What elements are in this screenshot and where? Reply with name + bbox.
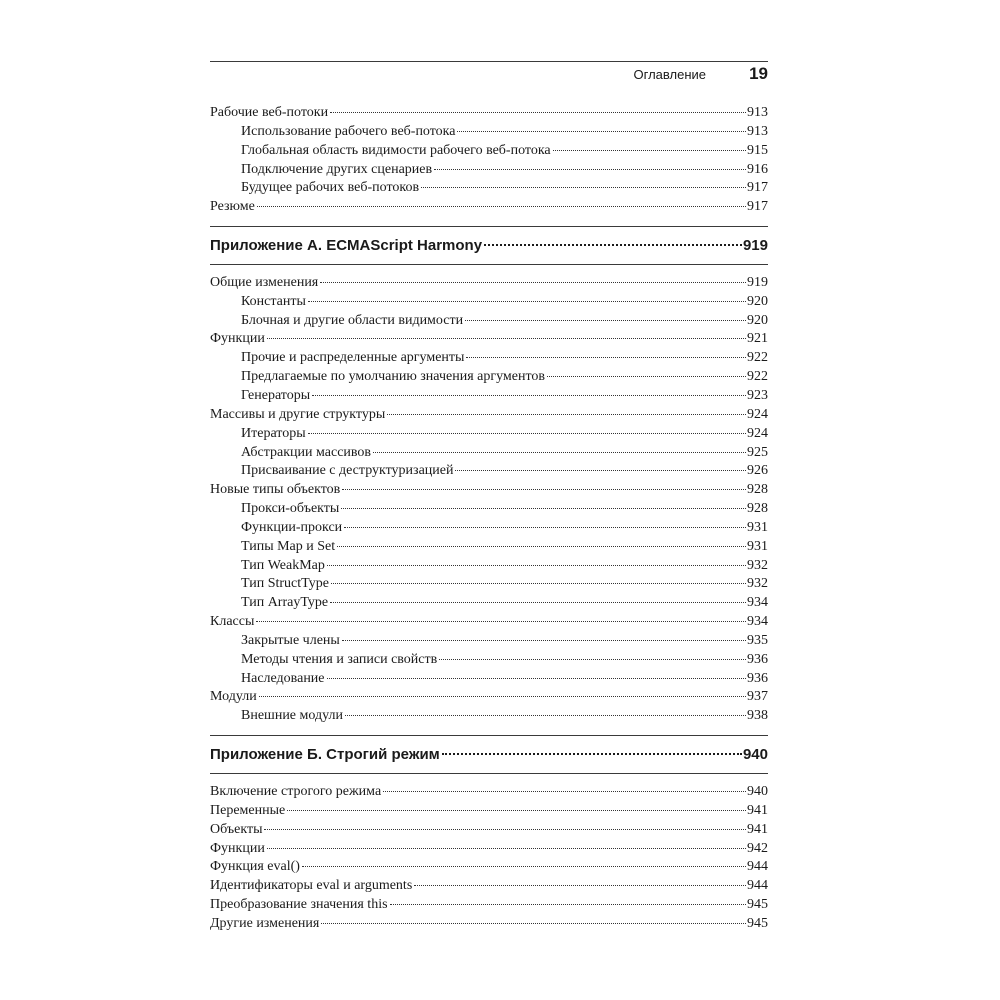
dot-leader (330, 112, 746, 113)
toc-subsection-entry (210, 142, 768, 161)
dot-leader (342, 489, 746, 490)
toc-entry-page: 944 (747, 878, 768, 894)
toc-entry-page: 921 (747, 331, 768, 347)
dot-leader (484, 244, 742, 246)
toc-section-entry (210, 896, 768, 915)
toc-entry-page: 931 (747, 519, 768, 535)
toc-entry-title: Абстракции массивов (241, 444, 372, 460)
dot-leader (390, 904, 746, 905)
toc-subsection-entry (210, 538, 768, 557)
toc-section-entry (210, 104, 768, 123)
toc-section-entry (210, 840, 768, 859)
dot-leader (337, 546, 746, 547)
toc-entry-title: Резюме (210, 199, 255, 215)
toc-entry-page: 940 (742, 746, 768, 764)
toc-entry-title: Функции (210, 331, 265, 347)
toc-entry-title: Блочная и другие области видимости (241, 312, 464, 328)
toc-entry-page: 925 (747, 444, 768, 460)
toc-entry-page: 916 (747, 161, 768, 177)
toc-entry-page: 913 (747, 105, 768, 120)
toc-section-entry (210, 821, 768, 840)
toc-subsection-entry (210, 312, 768, 331)
toc-entry-page: 924 (747, 406, 768, 422)
toc-entry-title: Массивы и другие структуры (210, 406, 386, 422)
toc-entry-title: Функции (210, 840, 265, 856)
dot-leader (455, 470, 746, 471)
toc-entry-page: 922 (747, 369, 768, 385)
toc-section-entry (210, 858, 768, 877)
toc-subsection-entry (210, 462, 768, 481)
toc-entry-page: 919 (747, 274, 768, 290)
toc-entry-page: 924 (747, 425, 768, 441)
toc-entry-page: 926 (747, 463, 768, 479)
toc-entry-title: Методы чтения и записи свойств (241, 651, 438, 667)
dot-leader (442, 753, 742, 755)
toc-section-entry (210, 198, 768, 217)
toc-entry-page: 945 (747, 915, 768, 931)
toc-entry-page: 919 (742, 237, 768, 255)
page-number: 19 (749, 64, 768, 83)
toc-entry-title: Функция eval() (210, 859, 300, 875)
toc-entry-title: Тип StructType (241, 576, 329, 592)
dot-leader (267, 338, 746, 339)
dot-leader (287, 810, 746, 811)
toc-entry-page: 942 (747, 840, 768, 856)
toc-entry-title: Использование рабочего веб-потока (241, 123, 456, 139)
dot-leader (421, 187, 746, 188)
toc-entry-title: Наследование (241, 670, 325, 686)
dot-leader (547, 376, 746, 377)
toc-entry-page: 934 (747, 614, 768, 630)
toc-entry-title: Преобразование значения this (210, 897, 388, 913)
toc-entry-title: Присваивание с деструктуризацией (241, 463, 454, 479)
toc-appendix-heading (210, 226, 768, 265)
dot-leader (267, 848, 746, 849)
toc-entry-page: 937 (747, 689, 768, 705)
dot-leader (383, 791, 746, 792)
dot-leader (341, 508, 746, 509)
toc-entry-page: 917 (747, 180, 768, 196)
toc-subsection-entry (210, 444, 768, 463)
dot-leader (466, 357, 746, 358)
toc-entry-title: Переменные (210, 802, 286, 818)
toc-entry-page: 920 (747, 312, 768, 328)
toc-entry-title: Идентификаторы eval и arguments (210, 878, 413, 894)
toc-entry-page: 936 (747, 670, 768, 686)
toc-subsection-entry (210, 500, 768, 519)
dot-leader (308, 433, 746, 434)
toc-entry-title: Классы (210, 614, 255, 630)
toc-section-entry (210, 481, 768, 500)
toc-entry-title: Типы Map и Set (241, 538, 336, 554)
toc-subsection-entry (210, 368, 768, 387)
dot-leader (302, 866, 746, 867)
dot-leader (308, 301, 746, 302)
toc-entry-title: Общие изменения (210, 274, 319, 290)
toc-entry-title: Будущее рабочих веб-потоков (241, 180, 420, 196)
toc-entry-page: 941 (747, 802, 768, 818)
dot-leader (259, 696, 746, 697)
toc-entry-page: 913 (747, 123, 768, 139)
toc-entry-page: 940 (747, 784, 768, 799)
dot-leader (465, 320, 746, 321)
toc-subsection-entry (210, 557, 768, 576)
toc-entry-page: 934 (747, 595, 768, 611)
toc-entry-title: Внешние модули (241, 708, 343, 724)
toc-section-entry (210, 613, 768, 632)
toc-subsection-entry (210, 594, 768, 613)
toc-subsection-entry (210, 293, 768, 312)
toc-section-entry (210, 330, 768, 349)
toc-entry-page: 923 (747, 387, 768, 403)
toc-entry-title: Генераторы (241, 387, 311, 403)
toc-entry-title: Приложение Б. Строгий режим (210, 746, 440, 764)
toc-entry-page: 917 (747, 199, 768, 215)
dot-leader (320, 282, 746, 283)
toc-subsection-entry (210, 349, 768, 368)
toc-entry-page: 932 (747, 557, 768, 573)
toc-section-entry (210, 688, 768, 707)
toc-entry-title: Модули (210, 689, 257, 705)
toc-entry-title: Предлагаемые по умолчанию значения аргументов (241, 369, 546, 385)
toc-entry-page: 932 (747, 576, 768, 592)
dot-leader (321, 923, 746, 924)
dot-leader (373, 452, 746, 453)
dot-leader (387, 414, 746, 415)
toc-entry-page: 928 (747, 482, 768, 498)
toc-entry-title: Функции-прокси (241, 519, 343, 535)
toc-section-entry (210, 877, 768, 896)
toc-entry-title: Рабочие веб-потоки (210, 105, 329, 120)
dot-leader (439, 659, 746, 660)
dot-leader (330, 602, 746, 603)
dot-leader (457, 131, 746, 132)
header-rule (210, 61, 768, 62)
toc-entry-title: Включение строгого режима (210, 784, 382, 799)
toc-entry-page: 920 (747, 293, 768, 309)
dot-leader (256, 621, 746, 622)
toc-subsection-entry (210, 670, 768, 689)
toc-entry-page: 915 (747, 142, 768, 158)
toc-entry-title: Тип ArrayType (241, 595, 329, 611)
toc-entry-page: 945 (747, 897, 768, 913)
toc-entry-page: 931 (747, 538, 768, 554)
toc-subsection-entry (210, 575, 768, 594)
dot-leader (344, 527, 746, 528)
toc-section-entry (210, 802, 768, 821)
dot-leader (312, 395, 746, 396)
toc-entry-title: Новые типы объектов (210, 482, 341, 498)
toc-subsection-entry (210, 651, 768, 670)
dot-leader (257, 206, 746, 207)
toc-subsection-entry (210, 425, 768, 444)
dot-leader (345, 715, 746, 716)
toc-entry-title: Другие изменения (210, 915, 320, 931)
toc-entry-title: Прокси-объекты (241, 501, 340, 517)
toc-entry-page: 936 (747, 651, 768, 667)
dot-leader (327, 678, 746, 679)
dot-leader (342, 640, 746, 641)
toc-entry-page: 944 (747, 859, 768, 875)
table-of-contents (210, 104, 768, 934)
running-title: Оглавление (633, 67, 706, 82)
toc-entry-page: 922 (747, 350, 768, 366)
toc-entry-title: Глобальная область видимости рабочего веб-потока (241, 142, 551, 158)
dot-leader (331, 583, 746, 584)
toc-entry-title: Прочие и распределенные аргументы (241, 350, 465, 366)
toc-section-entry (210, 274, 768, 293)
toc-section-entry (210, 406, 768, 425)
toc-entry-title: Итераторы (241, 425, 306, 441)
dot-leader (434, 169, 746, 170)
toc-subsection-entry (210, 179, 768, 198)
toc-entry-page: 941 (747, 821, 768, 837)
toc-entry-title: Тип WeakMap (241, 557, 325, 573)
toc-subsection-entry (210, 387, 768, 406)
toc-subsection-entry (210, 519, 768, 538)
dot-leader (264, 829, 746, 830)
dot-leader (553, 150, 746, 151)
toc-entry-page: 938 (747, 708, 768, 724)
toc-section-entry (210, 783, 768, 802)
toc-appendix-heading (210, 735, 768, 774)
toc-entry-title: Подключение других сценариев (241, 161, 433, 177)
toc-entry-title: Приложение А. ECMAScript Harmony (210, 237, 483, 255)
toc-entry-title: Константы (241, 293, 306, 309)
toc-entry-title: Закрытые члены (241, 632, 340, 648)
dot-leader (327, 565, 746, 566)
toc-subsection-entry (210, 161, 768, 180)
toc-entry-page: 928 (747, 501, 768, 517)
toc-subsection-entry (210, 123, 768, 142)
dot-leader (414, 885, 746, 886)
toc-subsection-entry (210, 707, 768, 726)
toc-entry-page: 935 (747, 632, 768, 648)
toc-subsection-entry (210, 632, 768, 651)
toc-section-entry (210, 915, 768, 934)
toc-entry-title: Объекты (210, 821, 263, 837)
